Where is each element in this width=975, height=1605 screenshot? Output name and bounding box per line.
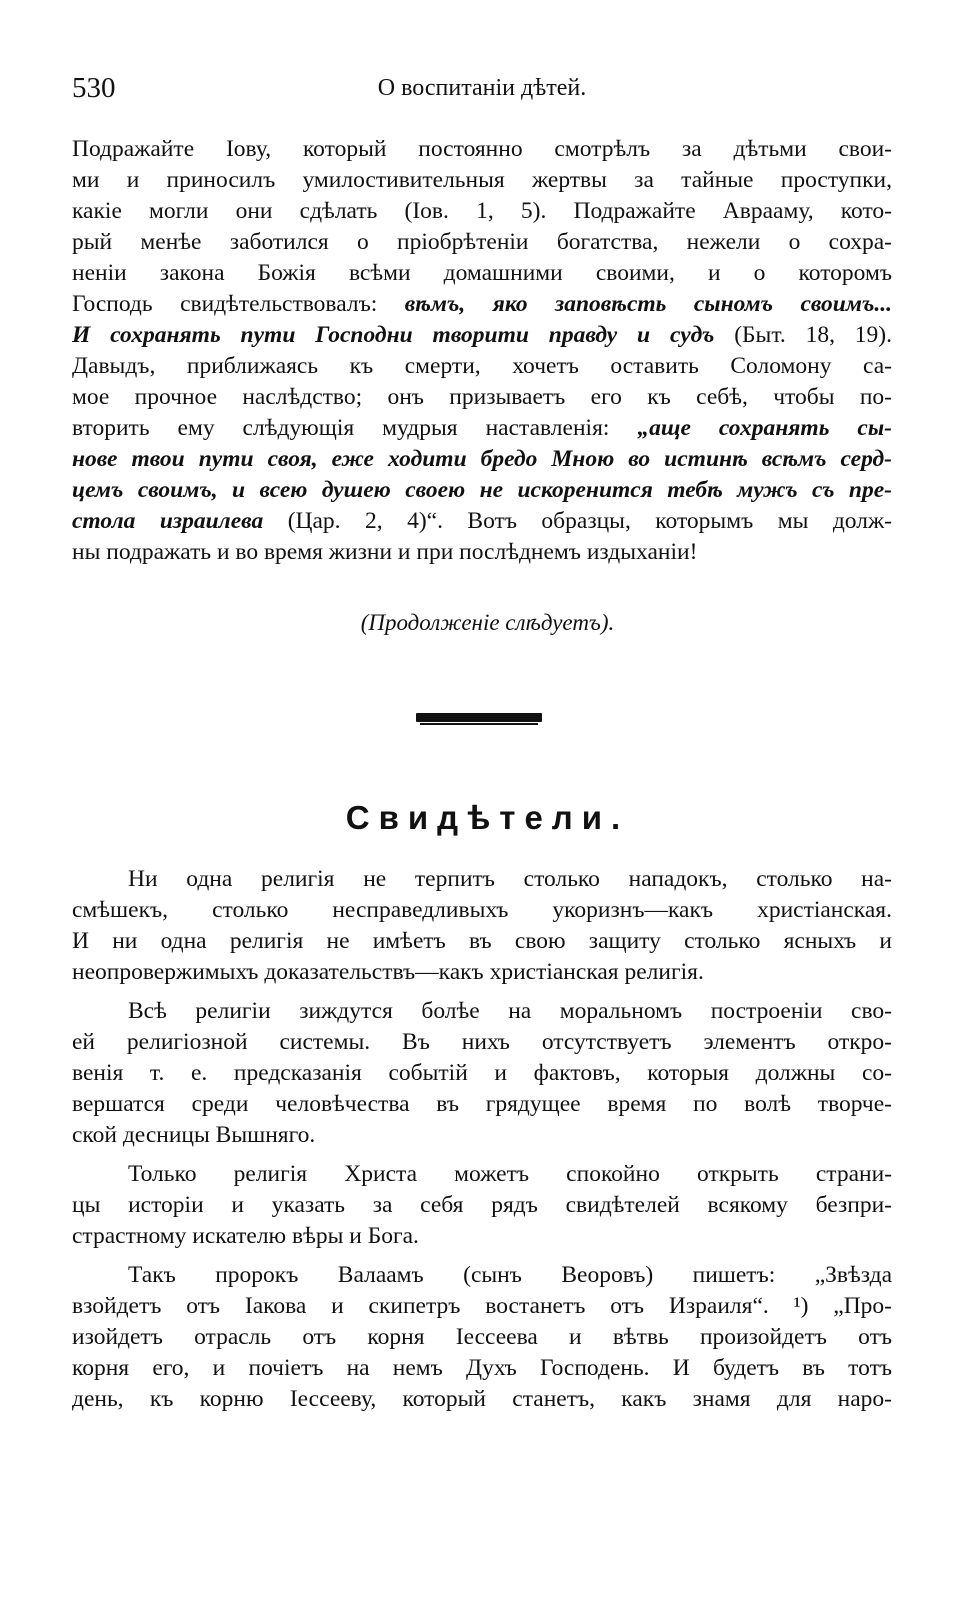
scripture-quote: вѣмъ, яко заповѣсть сыномъ своимъ... [404, 291, 892, 317]
paragraph [72, 996, 892, 1151]
text-line: И сохранять пути Господни творити правду и судъ (Быт. 18, 19). [72, 322, 892, 348]
text-line: цы исторiи и указать за себя рядъ свидѣтелей всякому безпри- [72, 1192, 892, 1218]
page-number: 530 [72, 72, 116, 104]
text-line: Подражайте Iову, который постоянно смотрѣлъ за дѣтьми свои- [72, 136, 892, 162]
text-line: неопровержимыхъ доказательствъ—какъ христiанская религiя. [72, 959, 704, 985]
text-line: ненiи закона Божiя всѣми домашними своими, и о которомъ [72, 260, 892, 286]
text-line: Господь свидѣтельствовалъ: вѣмъ, яко заповѣсть сыномъ своимъ... [72, 291, 892, 317]
text-line: какiе могли они сдѣлать (Iов. 1, 5). Подражайте Аврааму, кото- [72, 198, 892, 224]
text-line: вершатся среди человѣчества въ грядущее время по волѣ творче- [72, 1091, 892, 1117]
paragraph [72, 1260, 892, 1415]
section-title: Свидѣтели. [345, 799, 630, 836]
text-line: Ни одна религiя не терпитъ столько нападокъ, столько на- [128, 866, 892, 892]
running-title: О воспитанiи дѣтей. [377, 75, 587, 101]
text-line: Такъ пророкъ Валаамъ (сынъ Веоровъ) пишетъ: „Звѣзда [128, 1262, 892, 1288]
text-line: страстному искателю вѣры и Бога. [72, 1223, 419, 1249]
text-line [72, 444, 892, 475]
scripture-quote: стола израилева [72, 508, 264, 534]
text-line: взойдетъ отъ Iакова и скипетръ востанетъ отъ Израиля“. ¹) „Про- [72, 1293, 892, 1319]
text-line: стола израилева (Цар. 2, 4)“. Вотъ образцы, которымъ мы долж- [72, 508, 892, 534]
continued-note: (Продолженiе слѣдуетъ). [360, 610, 615, 635]
text-line: Только религiя Христа можетъ спокойно открыть страни- [128, 1161, 892, 1187]
paragraph [72, 864, 892, 988]
scripture-quote: нове твои пути своя, еже ходити бредо Мною во истинѣ всѣмъ серд- [72, 446, 892, 472]
scripture-quote: цемъ своимъ, и всею душею своею не искоренится тебѣ мужъ съ пре- [72, 477, 892, 503]
text-line: венiя т. е. предсказанiя событiй и фактовъ, которыя должны со- [72, 1060, 892, 1086]
text-line: И ни одна религiя не имѣетъ въ свою защиту столько ясныхъ и [72, 928, 892, 954]
text-line: ми и приносилъ умилостивительныя жертвы за тайные проступки, [72, 167, 892, 193]
text-line: Всѣ религiи зиждутся болѣе на моральномъ построенiи сво- [128, 998, 892, 1024]
text-line: ны подражать и во время жизни и при послѣднемъ издыханiи! [72, 539, 698, 565]
article-body [72, 864, 892, 1415]
text-line: изойдетъ отрасль отъ корня Iессеева и вѣтвь произойдетъ отъ [72, 1324, 892, 1350]
text-line: день, къ корню Iессееву, который станетъ, какъ знамя для наро- [72, 1386, 892, 1412]
text-line: рый менѣе заботился о прiобрѣтенiи богатства, нежели о сохра- [72, 229, 892, 255]
scripture-quote: „аще сохранять сы- [637, 415, 892, 441]
text-line: мое прочное наслѣдство; онъ призываетъ его къ себѣ, чтобы по- [72, 384, 892, 410]
text-line: вторить ему слѣдующiя мудрыя наставленiя: „аще сохранять сы- [72, 415, 892, 441]
text-line: ской десницы Вышняго. [72, 1122, 316, 1148]
text-line: Давыдъ, приближаясь къ смерти, хочетъ оставить Соломону са- [72, 353, 892, 379]
text-line [72, 475, 892, 506]
text-line: ей религiозной системы. Въ нихъ отсутствуетъ элементъ откро- [72, 1029, 892, 1055]
text-line: корня его, и почiетъ на немъ Духъ Господень. И будетъ въ тотъ [72, 1355, 892, 1381]
page-header [72, 70, 892, 110]
paragraph [72, 1159, 892, 1252]
section-divider [416, 713, 542, 722]
text-line: смѣшекъ, столько несправедливыхъ укоризнъ—какъ христiанская. [72, 897, 892, 923]
continued-article-text [72, 134, 892, 568]
scripture-quote: И сохранять пути Господни творити правду и судъ [72, 322, 715, 348]
